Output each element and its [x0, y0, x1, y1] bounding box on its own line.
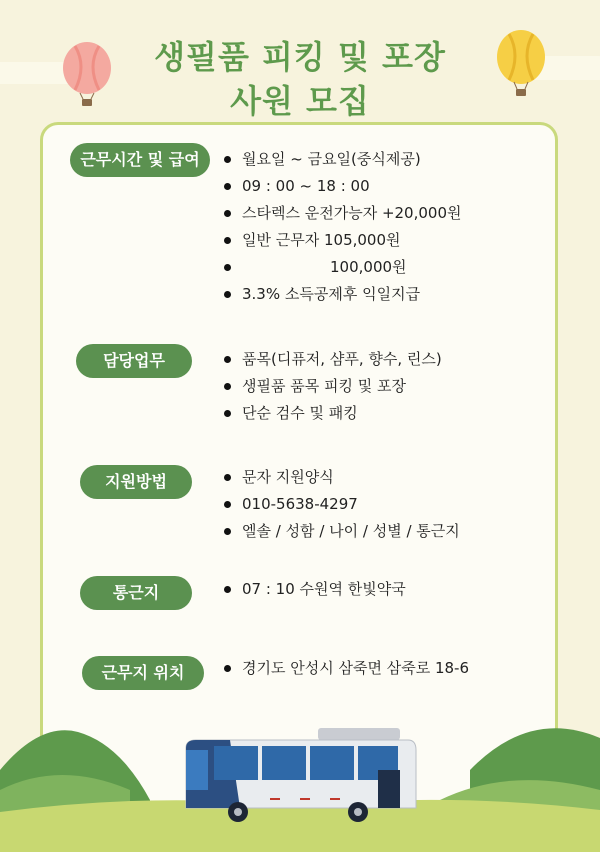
list-item: 단순 검수 및 패킹	[222, 400, 442, 427]
section-label-duties: 담당업무	[76, 344, 192, 378]
section-label-apply: 지원방법	[80, 465, 192, 499]
list-item: 스타렉스 운전가능자 +20,000원	[222, 200, 462, 227]
list-item: 생필품 품목 피킹 및 포장	[222, 373, 442, 400]
list-item: 3.3% 소득공제후 익일지급	[222, 281, 462, 308]
list-item-text: 100,000원	[330, 258, 407, 276]
section-label-commute: 통근지	[80, 576, 192, 610]
list-item	[222, 254, 462, 281]
list-item: 07 : 10 수원역 한빛약국	[222, 576, 406, 603]
list-item: 월요일 ~ 금요일(중식제공)	[222, 146, 462, 173]
list-item: 09 : 00 ~ 18 : 00	[222, 173, 462, 200]
page-title-line1: 생필품 피킹 및 포장	[154, 38, 446, 76]
list-item: 경기도 안성시 삼죽면 삼죽로 18-6	[222, 655, 469, 682]
page-title-line2: 사원 모집	[230, 82, 370, 120]
list-item: 품목(디퓨저, 샴푸, 향수, 린스)	[222, 346, 442, 373]
list-item: 엘솔 / 성함 / 나이 / 성별 / 통근지	[222, 518, 460, 545]
section-label-location: 근무지 위치	[82, 656, 204, 690]
list-item: 010-5638-4297	[222, 491, 460, 518]
section-label-hours-pay: 근무시간 및 급여	[70, 143, 210, 177]
section-list-commute	[222, 576, 406, 603]
list-item: 문자 지원양식	[222, 464, 460, 491]
list-item: 일반 근무자 105,000원	[222, 227, 462, 254]
section-list-duties	[222, 346, 442, 427]
section-list-location	[222, 655, 469, 682]
section-list-apply	[222, 464, 460, 545]
section-list-hours-pay	[222, 146, 462, 308]
